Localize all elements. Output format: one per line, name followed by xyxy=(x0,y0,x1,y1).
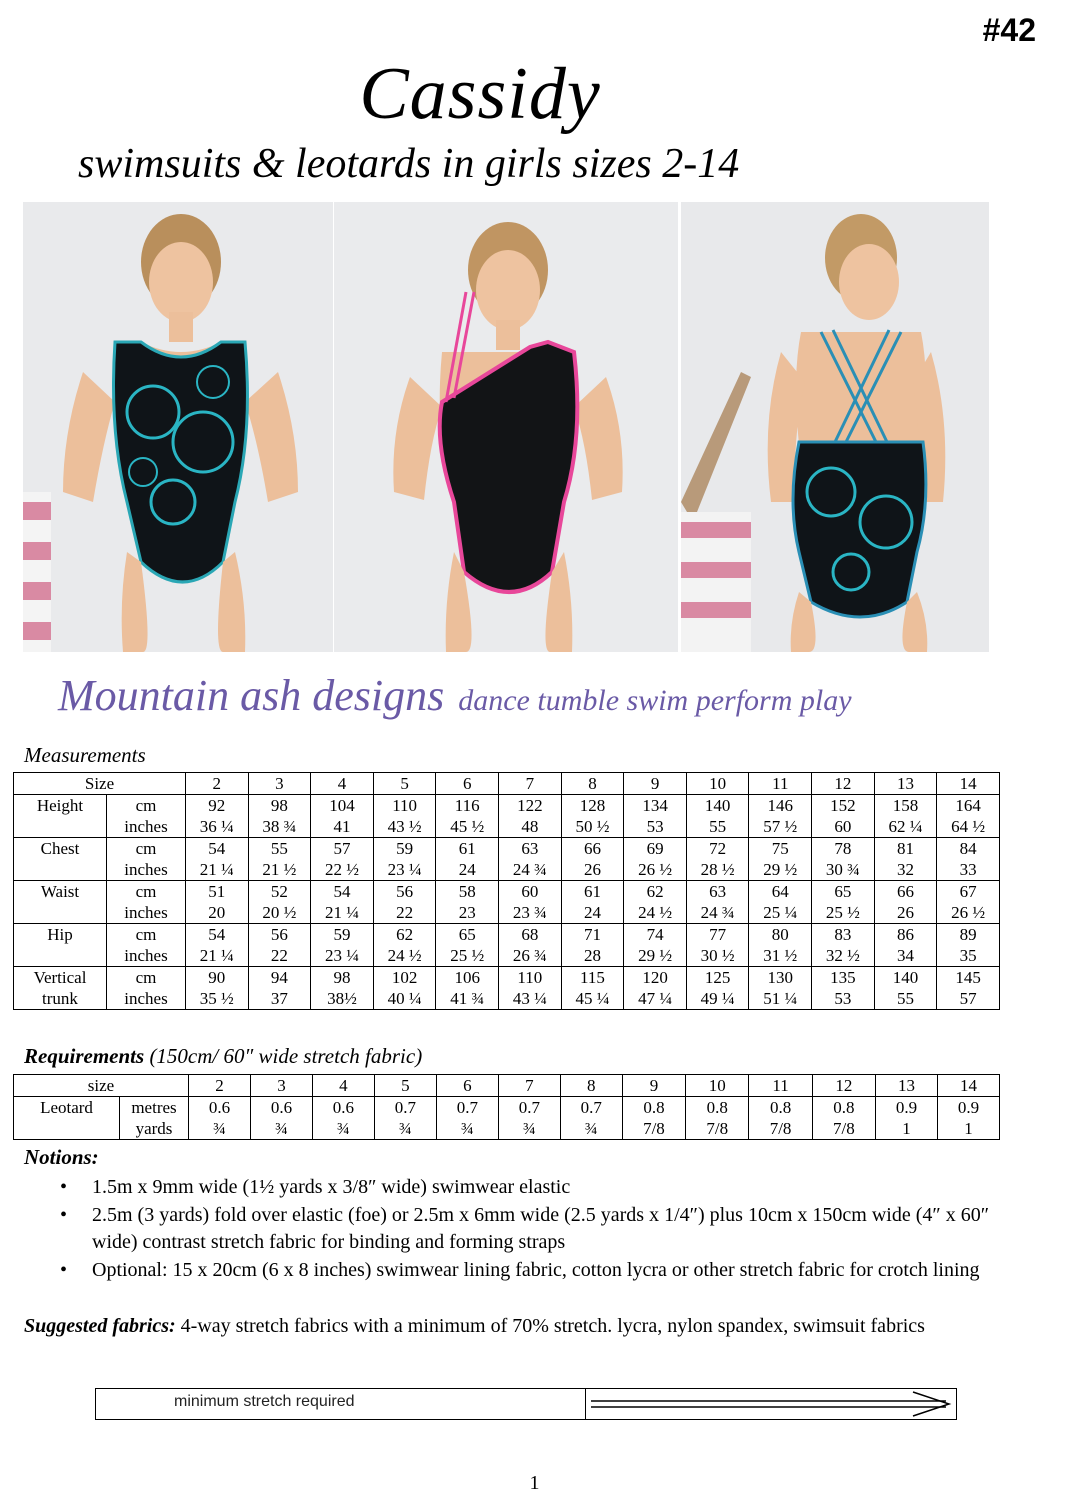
measurement-value: 35 xyxy=(937,945,1000,967)
brand-tagline: dance tumble swim perform play xyxy=(458,684,852,717)
unit-label: inches xyxy=(107,902,186,924)
size-column-header: 11 xyxy=(749,1075,812,1097)
measurement-value: 21 ¼ xyxy=(311,902,374,924)
measurement-value: 92 xyxy=(186,795,249,817)
measurement-value: 23 ¾ xyxy=(499,902,562,924)
measurement-value: 98 xyxy=(311,967,374,989)
measurement-value: 33 xyxy=(937,859,1000,881)
requirement-value: ¾ xyxy=(560,1118,622,1140)
size-column-header: 12 xyxy=(812,773,875,795)
measurement-value: 62 xyxy=(624,881,687,903)
pattern-number: #42 xyxy=(982,12,1036,48)
unit-label: cm xyxy=(107,967,186,989)
table-row xyxy=(14,859,1000,881)
requirement-value: ¾ xyxy=(312,1118,374,1140)
measurement-value: 104 xyxy=(311,795,374,817)
measurement-value: 24 xyxy=(561,902,624,924)
bullet-icon: • xyxy=(60,1176,68,1198)
measurement-value: 68 xyxy=(499,924,562,946)
photo-back-strappy-swimsuit xyxy=(681,202,989,652)
requirement-value: 0.9 xyxy=(938,1097,1000,1119)
measurement-value: 26 xyxy=(874,902,937,924)
table-row xyxy=(14,924,1000,946)
measurement-value: 116 xyxy=(436,795,499,817)
size-column-header: 9 xyxy=(624,773,687,795)
brand-line xyxy=(58,670,852,721)
unit-label: cm xyxy=(107,881,186,903)
table-row xyxy=(14,1118,1000,1140)
measurement-value: 65 xyxy=(812,881,875,903)
measurement-value: 59 xyxy=(311,924,374,946)
measurement-value: 29 ½ xyxy=(749,859,812,881)
requirement-value: 0.7 xyxy=(498,1097,560,1119)
unit-label: inches xyxy=(107,816,186,838)
size-column-header: 8 xyxy=(560,1075,622,1097)
unit-label: cm xyxy=(107,838,186,860)
measurement-value: 24 ¾ xyxy=(499,859,562,881)
table-header-row xyxy=(14,1075,1000,1097)
measurement-value: 102 xyxy=(373,967,436,989)
measurement-value: 55 xyxy=(874,988,937,1010)
measurement-label: Chest xyxy=(14,838,107,881)
unit-label: yards xyxy=(120,1118,189,1140)
measurement-value: 63 xyxy=(499,838,562,860)
size-column-header: 10 xyxy=(686,1075,749,1097)
measurement-value: 164 xyxy=(937,795,1000,817)
measurement-value: 45 ¼ xyxy=(561,988,624,1010)
measurement-value: 51 xyxy=(186,881,249,903)
measurement-value: 21 ¼ xyxy=(186,859,249,881)
requirement-value: ¾ xyxy=(250,1118,312,1140)
measurement-value: 56 xyxy=(248,924,311,946)
size-column-header: 4 xyxy=(312,1075,374,1097)
unit-label: inches xyxy=(107,988,186,1010)
measurement-value: 61 xyxy=(561,881,624,903)
size-column-header: 5 xyxy=(374,1075,436,1097)
measurement-value: 158 xyxy=(874,795,937,817)
measurement-value: 66 xyxy=(561,838,624,860)
suggested-fabrics-label: Suggested fabrics: xyxy=(24,1315,176,1337)
size-header: size xyxy=(14,1075,189,1097)
measurement-value: 38 ¾ xyxy=(248,816,311,838)
unit-label: cm xyxy=(107,924,186,946)
size-column-header: 13 xyxy=(874,773,937,795)
measurement-label: Waist xyxy=(14,881,107,924)
measurement-value: 23 ¼ xyxy=(373,859,436,881)
measurement-value: 32 ½ xyxy=(812,945,875,967)
size-column-header: 4 xyxy=(311,773,374,795)
measurement-value: 110 xyxy=(373,795,436,817)
notion-item-text: 2.5m (3 yards) fold over elastic (foe) or 2.5m x 6mm wide (2.5 yards x 1/4″) plus 10cm x 150cm wide (4″ x 60″ wide) contrast stretch fabric for binding and forming straps xyxy=(92,1204,990,1253)
notions-list xyxy=(58,1174,998,1285)
table-row xyxy=(14,838,1000,860)
measurement-value: 26 ½ xyxy=(937,902,1000,924)
requirement-value: 0.8 xyxy=(812,1097,875,1119)
measurement-value: 53 xyxy=(812,988,875,1010)
measurement-value: 59 xyxy=(373,838,436,860)
measurement-value: 21 ½ xyxy=(248,859,311,881)
measurement-value: 125 xyxy=(686,967,749,989)
measurement-value: 54 xyxy=(311,881,374,903)
requirement-value: ¾ xyxy=(436,1118,498,1140)
measurement-value: 52 xyxy=(248,881,311,903)
measurement-value: 58 xyxy=(436,881,499,903)
measurement-value: 21 ¼ xyxy=(186,945,249,967)
measurement-value: 66 xyxy=(874,881,937,903)
notion-item xyxy=(58,1202,998,1256)
size-column-header: 3 xyxy=(248,773,311,795)
measurement-value: 30 ½ xyxy=(686,945,749,967)
measurement-value: 25 ½ xyxy=(436,945,499,967)
measurement-value: 43 ½ xyxy=(373,816,436,838)
measurement-value: 28 xyxy=(561,945,624,967)
measurement-value: 128 xyxy=(561,795,624,817)
measurement-value: 20 ½ xyxy=(248,902,311,924)
measurements-heading: Measurements xyxy=(24,743,146,767)
pattern-subtitle: swimsuits & leotards in girls sizes 2-14 xyxy=(78,141,740,187)
measurement-value: 122 xyxy=(499,795,562,817)
measurement-value: 115 xyxy=(561,967,624,989)
measurement-value: 22 ½ xyxy=(311,859,374,881)
measurement-value: 43 ¼ xyxy=(499,988,562,1010)
size-column-header: 6 xyxy=(436,1075,498,1097)
table-row xyxy=(14,988,1000,1010)
table-row xyxy=(14,967,1000,989)
requirement-value: ¾ xyxy=(189,1118,251,1140)
measurement-value: 34 xyxy=(874,945,937,967)
measurement-label xyxy=(14,967,107,1010)
measurement-value: 83 xyxy=(812,924,875,946)
table-row xyxy=(14,902,1000,924)
size-column-header: 14 xyxy=(938,1075,1000,1097)
measurement-value: 37 xyxy=(248,988,311,1010)
measurement-value: 98 xyxy=(248,795,311,817)
measurement-value: 110 xyxy=(499,967,562,989)
measurement-value: 67 xyxy=(937,881,1000,903)
notion-item xyxy=(58,1257,998,1284)
requirement-value: 0.7 xyxy=(436,1097,498,1119)
requirement-value: 0.6 xyxy=(189,1097,251,1119)
measurement-value: 75 xyxy=(749,838,812,860)
measurement-value: 36 ¼ xyxy=(186,816,249,838)
size-column-header: 9 xyxy=(622,1075,685,1097)
size-header: Size xyxy=(14,773,186,795)
measurement-value: 47 ¼ xyxy=(624,988,687,1010)
table-row xyxy=(14,795,1000,817)
requirement-value: 0.8 xyxy=(749,1097,812,1119)
measurements-table xyxy=(13,772,1000,1010)
table-row xyxy=(14,816,1000,838)
measurement-value: 23 xyxy=(436,902,499,924)
measurement-value: 106 xyxy=(436,967,499,989)
brand-name: Mountain ash designs xyxy=(58,671,445,720)
measurement-value: 41 ¾ xyxy=(436,988,499,1010)
measurement-value: 38½ xyxy=(311,988,374,1010)
notions-heading: Notions: xyxy=(24,1145,99,1169)
measurement-value: 145 xyxy=(937,967,1000,989)
measurement-value: 26 ¾ xyxy=(499,945,562,967)
notion-item-text: 1.5m x 9mm wide (1½ yards x 3/8″ wide) swimwear elastic xyxy=(92,1176,571,1198)
size-column-header: 2 xyxy=(186,773,249,795)
stretch-arrow-icon xyxy=(591,1391,953,1417)
measurement-value: 24 ½ xyxy=(624,902,687,924)
requirements-heading-bold: Requirements xyxy=(24,1044,145,1068)
page-number: 1 xyxy=(529,1472,540,1494)
requirement-value: ¾ xyxy=(498,1118,560,1140)
measurement-value: 120 xyxy=(624,967,687,989)
measurement-value: 41 xyxy=(311,816,374,838)
requirement-value: 7/8 xyxy=(622,1118,685,1140)
measurement-value: 48 xyxy=(499,816,562,838)
measurement-value: 54 xyxy=(186,924,249,946)
size-column-header: 13 xyxy=(876,1075,938,1097)
measurement-value: 81 xyxy=(874,838,937,860)
measurement-value: 30 ¾ xyxy=(812,859,875,881)
measurement-value: 62 ¼ xyxy=(874,816,937,838)
measurement-value: 51 ¼ xyxy=(749,988,812,1010)
measurement-value: 65 xyxy=(436,924,499,946)
measurement-value: 78 xyxy=(812,838,875,860)
requirement-value: 0.6 xyxy=(312,1097,374,1119)
requirement-value: 7/8 xyxy=(749,1118,812,1140)
measurement-value: 40 ¼ xyxy=(373,988,436,1010)
table-header-row xyxy=(14,773,1000,795)
size-column-header: 7 xyxy=(499,773,562,795)
requirement-value: 1 xyxy=(938,1118,1000,1140)
suggested-fabrics-text: 4-way stretch fabrics with a minimum of 70% stretch. lycra, nylon spandex, swimsuit fabrics xyxy=(175,1315,925,1337)
stretch-gauge-divider xyxy=(585,1389,586,1419)
size-column-header: 5 xyxy=(373,773,436,795)
measurement-value: 69 xyxy=(624,838,687,860)
measurement-value: 74 xyxy=(624,924,687,946)
unit-label: inches xyxy=(107,945,186,967)
measurement-value: 64 xyxy=(749,881,812,903)
requirement-value: 0.7 xyxy=(560,1097,622,1119)
measurement-value: 140 xyxy=(686,795,749,817)
unit-label: metres xyxy=(120,1097,189,1119)
measurement-value: 72 xyxy=(686,838,749,860)
measurement-value: 90 xyxy=(186,967,249,989)
size-column-header: 10 xyxy=(686,773,749,795)
size-column-header: 7 xyxy=(498,1075,560,1097)
notion-item-text: Optional: 15 x 20cm (6 x 8 inches) swimwear lining fabric, cotton lycra or other stretch fabric for crotch lining xyxy=(92,1259,980,1281)
measurement-value: 57 xyxy=(311,838,374,860)
measurement-value: 140 xyxy=(874,967,937,989)
measurement-value: 134 xyxy=(624,795,687,817)
measurement-value: 49 ¼ xyxy=(686,988,749,1010)
requirement-label: Leotard xyxy=(14,1097,120,1140)
measurement-value: 64 ½ xyxy=(937,816,1000,838)
measurement-value: 25 ¼ xyxy=(749,902,812,924)
bullet-icon: • xyxy=(60,1259,68,1281)
stretch-gauge xyxy=(95,1388,957,1420)
size-column-header: 11 xyxy=(749,773,812,795)
measurement-value: 26 ½ xyxy=(624,859,687,881)
measurement-value: 35 ½ xyxy=(186,988,249,1010)
measurement-value: 80 xyxy=(749,924,812,946)
measurement-value: 152 xyxy=(812,795,875,817)
table-row xyxy=(14,945,1000,967)
requirement-value: 0.9 xyxy=(876,1097,938,1119)
table-row xyxy=(14,881,1000,903)
measurement-value: 20 xyxy=(186,902,249,924)
requirement-value: 0.7 xyxy=(374,1097,436,1119)
requirement-value: 0.6 xyxy=(250,1097,312,1119)
size-column-header: 3 xyxy=(250,1075,312,1097)
measurement-value: 45 ½ xyxy=(436,816,499,838)
requirement-value: 0.8 xyxy=(686,1097,749,1119)
measurement-value: 24 ¾ xyxy=(686,902,749,924)
measurement-value: 55 xyxy=(686,816,749,838)
size-column-header: 12 xyxy=(812,1075,875,1097)
bullet-icon: • xyxy=(60,1204,68,1226)
size-column-header: 14 xyxy=(937,773,1000,795)
unit-label: inches xyxy=(107,859,186,881)
measurement-value: 25 ½ xyxy=(812,902,875,924)
requirement-value: ¾ xyxy=(374,1118,436,1140)
measurement-value: 22 xyxy=(373,902,436,924)
measurement-value: 28 ½ xyxy=(686,859,749,881)
suggested-fabrics xyxy=(24,1312,984,1341)
photo-front-black-swimsuit xyxy=(334,202,678,652)
measurement-value: 57 ½ xyxy=(749,816,812,838)
unit-label: cm xyxy=(107,795,186,817)
measurement-value: 53 xyxy=(624,816,687,838)
measurement-value: 63 xyxy=(686,881,749,903)
requirement-value: 1 xyxy=(876,1118,938,1140)
measurement-value: 86 xyxy=(874,924,937,946)
size-column-header: 6 xyxy=(436,773,499,795)
stretch-gauge-label: minimum stretch required xyxy=(174,1393,355,1410)
measurement-value: 24 ½ xyxy=(373,945,436,967)
measurement-value: 56 xyxy=(373,881,436,903)
measurement-value: 62 xyxy=(373,924,436,946)
requirements-table xyxy=(13,1074,1000,1140)
measurement-label-line: trunk xyxy=(42,989,78,1008)
measurement-value: 32 xyxy=(874,859,937,881)
measurement-value: 54 xyxy=(186,838,249,860)
measurement-label-line: Vertical xyxy=(33,968,87,987)
measurement-value: 135 xyxy=(812,967,875,989)
measurement-value: 89 xyxy=(937,924,1000,946)
requirements-heading xyxy=(24,1044,422,1069)
size-column-header: 2 xyxy=(189,1075,251,1097)
measurement-value: 94 xyxy=(248,967,311,989)
measurement-value: 26 xyxy=(561,859,624,881)
measurement-value: 57 xyxy=(937,988,1000,1010)
measurement-value: 130 xyxy=(749,967,812,989)
measurement-value: 60 xyxy=(812,816,875,838)
measurement-value: 84 xyxy=(937,838,1000,860)
measurement-value: 146 xyxy=(749,795,812,817)
measurement-value: 29 ½ xyxy=(624,945,687,967)
photo-front-swirl-swimsuit xyxy=(23,202,333,652)
notion-item xyxy=(58,1174,998,1201)
measurement-value: 50 ½ xyxy=(561,816,624,838)
requirement-value: 0.8 xyxy=(622,1097,685,1119)
requirement-value: 7/8 xyxy=(686,1118,749,1140)
measurement-label: Hip xyxy=(14,924,107,967)
table-row xyxy=(14,1097,1000,1119)
measurement-label: Height xyxy=(14,795,107,838)
measurement-value: 22 xyxy=(248,945,311,967)
measurement-value: 77 xyxy=(686,924,749,946)
measurement-value: 31 ½ xyxy=(749,945,812,967)
size-column-header: 8 xyxy=(561,773,624,795)
measurement-value: 71 xyxy=(561,924,624,946)
requirement-value: 7/8 xyxy=(812,1118,875,1140)
pattern-title: Cassidy xyxy=(359,53,601,135)
measurement-value: 61 xyxy=(436,838,499,860)
measurement-value: 60 xyxy=(499,881,562,903)
requirements-heading-note: (150cm/ 60″ wide stretch fabric) xyxy=(144,1044,423,1068)
measurement-value: 24 xyxy=(436,859,499,881)
measurement-value: 23 ¼ xyxy=(311,945,374,967)
measurement-value: 55 xyxy=(248,838,311,860)
